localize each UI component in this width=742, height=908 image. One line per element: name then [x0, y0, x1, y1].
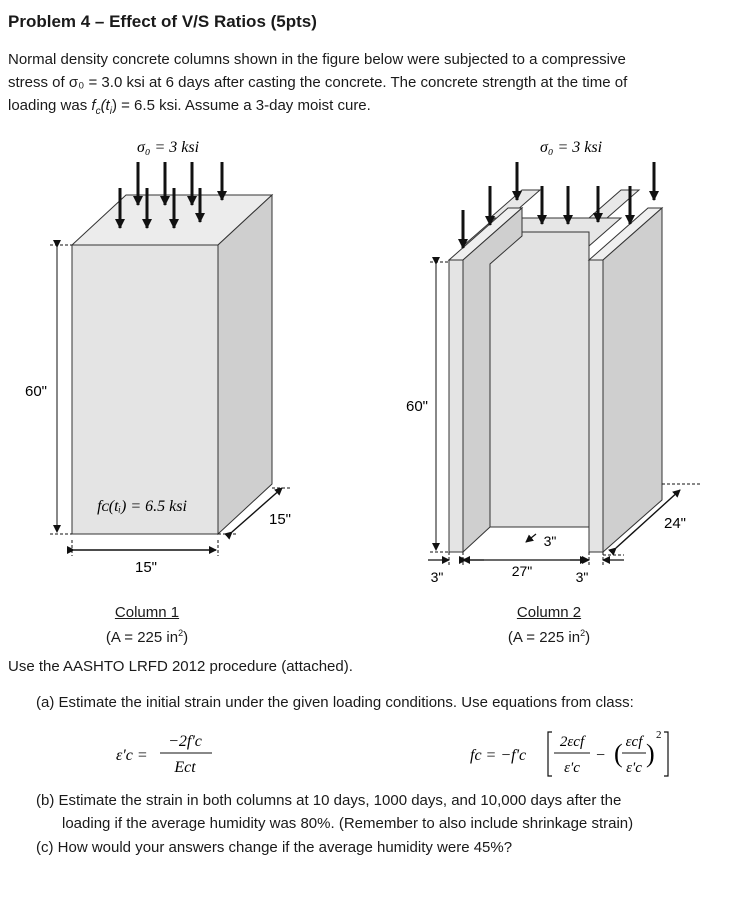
eq2-exponent: 2: [656, 729, 662, 741]
eq1-lhs: ε'c =: [116, 747, 148, 764]
intro-line-2: stress of σ₀ = 3.0 ksi at 6 days after casting the concrete. The concrete strength at the time of: [8, 74, 628, 91]
eq1-numerator: −2f'c: [168, 733, 202, 750]
eq2-right-paren: ): [646, 739, 655, 768]
column-2-drawing: [428, 162, 700, 566]
question-b-line-2: loading if the average humidity was 80%. (Remember to also include shrinkage strain): [62, 815, 634, 832]
column-2-height-label: 60": [405, 398, 429, 415]
column-2-flange-left-label: 3": [430, 569, 444, 585]
fc-subscript: c: [95, 106, 101, 117]
column-1-name: Column 1: [114, 604, 180, 621]
intro-line-1: Normal density concrete columns shown in the figure below were subjected to a compressive: [8, 51, 626, 68]
intro-line-3-end: ) = 6.5 ksi. Assume a 3-day moist cure.: [111, 97, 371, 114]
eq2-paren-numerator: εcf: [625, 734, 643, 750]
ti-subscript: i: [109, 106, 112, 117]
eq1-denominator: Ect: [174, 759, 196, 776]
equations: [0, 720, 742, 790]
eq2-frac-numerator: 2εcf: [559, 734, 585, 750]
column-2-web-label: 3": [543, 533, 557, 549]
eq2-frac-denominator: ε'c: [564, 760, 580, 776]
question-b-line-1: (b) Estimate the strain in both columns at 10 days, 1000 days, and 10,000 days after the: [36, 792, 622, 809]
intro-line-3-start: loading was: [8, 97, 92, 114]
column-1-depth-label: 15": [268, 511, 292, 528]
fc-symbol: f: [91, 97, 96, 114]
column-2-stress-label: σ₀ = 3 ksi: [539, 139, 603, 156]
aashto-instruction: Use the AASHTO LRFD 2012 procedure (attached).: [8, 658, 353, 675]
column-2-area-close: ): [585, 629, 591, 646]
column-2-name: Column 2: [516, 604, 582, 621]
column-1-drawing: [50, 162, 292, 556]
eq2-left-paren: (: [614, 739, 623, 768]
eq2-left-bracket: [548, 732, 552, 776]
column-2-area-text: (A = 225 in: [507, 629, 581, 646]
question-b: [36, 789, 706, 835]
eq2-minus: −: [596, 747, 606, 764]
problem-title: Problem 4 – Effect of V/S Ratios (5pts): [8, 12, 317, 31]
column-2-caption: [488, 602, 610, 648]
column-1-width-label: 15": [134, 559, 158, 576]
column-1-area: [86, 623, 208, 648]
column-2-inner-label: 27": [511, 563, 533, 579]
column-2-area: [488, 623, 610, 648]
question-c: (c) How would your answers change if the average humidity were 45%?: [36, 839, 513, 856]
column-1-strength-label: fᴄ(tᵢ) = 6.5 ksi: [97, 498, 187, 515]
question-a: (a) Estimate the initial strain under the given loading conditions. Use equations from class:: [36, 694, 634, 711]
column-1-area-sup: 2: [178, 628, 184, 638]
eq2-paren-denominator: ε'c: [626, 760, 642, 776]
column-2-depth-label: 24": [663, 515, 687, 532]
column-2-area-sup: 2: [580, 628, 586, 638]
column-1-stress-label: σ₀ = 3 ksi: [136, 139, 200, 156]
column-2-flange-right-label: 3": [575, 569, 589, 585]
column-2-right-flange-side: [603, 208, 662, 552]
column-2-web-face: [490, 232, 589, 527]
column-2-left-flange-front: [449, 260, 463, 552]
ti-symbol: (t: [100, 97, 110, 114]
eq2-right-bracket: [664, 732, 668, 776]
column-1-area-close: ): [183, 629, 189, 646]
column-1-caption: [86, 602, 208, 648]
column-2-right-flange-front: [589, 260, 603, 552]
column-1-side-face: [218, 195, 272, 534]
column-1-area-text: (A = 225 in: [105, 629, 179, 646]
column-1-height-label: 60": [24, 383, 48, 400]
eq2-lhs: fc = −f'c: [470, 747, 527, 764]
column-1-front-face: [72, 245, 218, 534]
